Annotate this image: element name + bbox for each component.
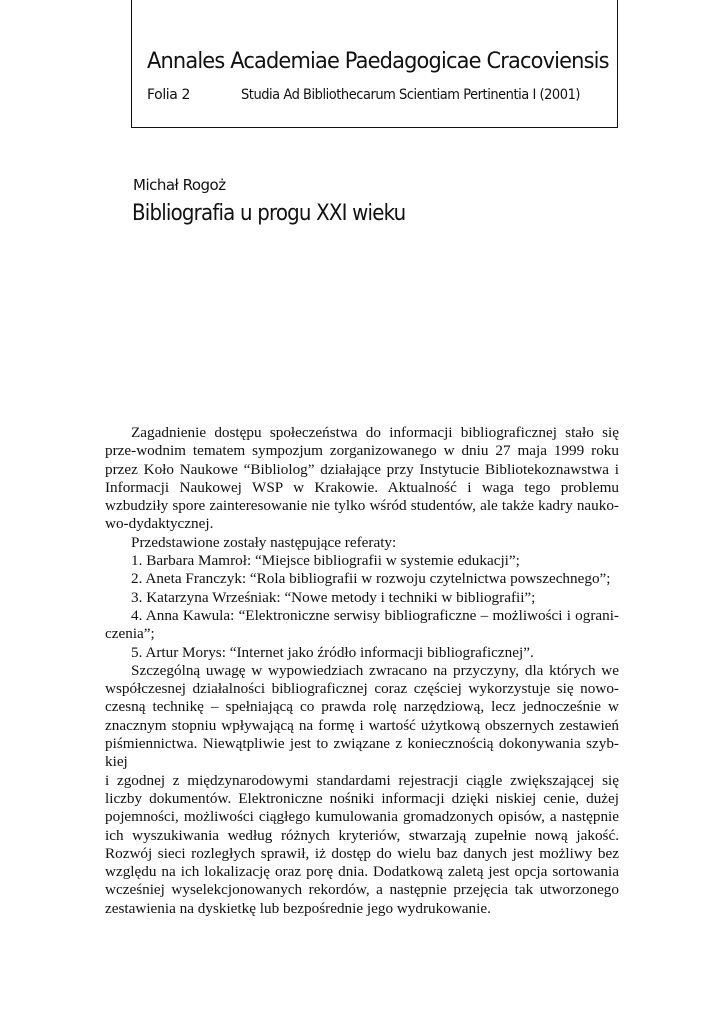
series-title: Studia Ad Bibliothecarum Scientiam Pertinentia I (2001) xyxy=(241,87,580,103)
article-title: Bibliografia u progu XXI wieku xyxy=(132,201,406,226)
body-paragraph-continued: i zgodnej z międzynarodowymi standardami rejestracji ciągle zwiększającej się liczby dokumentów. Elektroniczne nośniki informacji dzięki niskiej cenie, dużej pojemności, możliwości ciągłego kumulowania gromadzonych opisów, a następnie ich wyszukiwania według różnych kryteriów, stwarzają zupełnie nową jakość. Rozwój sieci rozległych sprawił, iż dostęp do wielu baz danych jest możliwy bez względu na ich lokalizację oraz porę dnia. Dodatkową zaletą jest opcja sortowania wcześniej wyselekcjonowanych rekordów, a następnie przejęcia tak utworzonego zestawienia na dyskietkę lub bezpośrednie jego wydrukowanie. xyxy=(105,771,619,917)
referat-item: 4. Anna Kawula: “Elektroniczne serwisy bibliograficzne – możliwości i ograni-czenia”; xyxy=(105,606,619,643)
intro-paragraph: Zagadnienie dostępu społeczeństwa do informacji bibliograficznej stało się prze-wodnim tematem sympozjum zorganizowanego w dniu 27 maja 1999 roku przez Koło Naukowe “Bibliolog” działające przy Instytucie Bibliotekoznawstwa i Informacji Naukowej WSP w Krakowie. Aktualność i waga tego problemu wzbudziły spore zainteresowanie nie tylko wśród studentów, ale także kadry nauko-wo-dydaktycznej. xyxy=(105,424,619,533)
journal-title: Annales Academiae Paedagogicae Cracoviensis xyxy=(147,48,609,74)
folia-number: Folia 2 xyxy=(147,87,191,103)
body-paragraph: Szczególną uwagę w wypowiedziach zwracano na przyczyny, dla których we współczesnej działalności bibliograficznej coraz częściej wykorzystuje się nowo-czesną technikę – spełniającą co prawda rolę narzędziową, lecz jednocześnie w znacznym stopniu wpływającą na formę i wartość użytkową obszernych zestawień piśmiennictwa. Niewątpliwie jest to związane z koniecznością dokonywania szyb-kiej xyxy=(105,661,619,771)
article-author: Michał Rogoż xyxy=(133,176,226,194)
referat-item: 2. Aneta Franczyk: “Rola bibliografii w rozwoju czytelnictwa powszechnego”; xyxy=(131,570,611,588)
article-body xyxy=(105,424,619,918)
referat-item: 3. Katarzyna Wrześniak: “Nowe metody i techniki w bibliografii”; xyxy=(131,588,536,606)
journal-header-box xyxy=(131,0,618,128)
referaty-intro: Przedstawione zostały następujące referaty: xyxy=(131,533,397,551)
referat-item: 5. Artur Morys: “Internet jako źródło informacji bibliograficznej”. xyxy=(131,643,534,661)
referat-item: 1. Barbara Mamroł: “Miejsce bibliografii w systemie edukacji”; xyxy=(131,552,520,570)
